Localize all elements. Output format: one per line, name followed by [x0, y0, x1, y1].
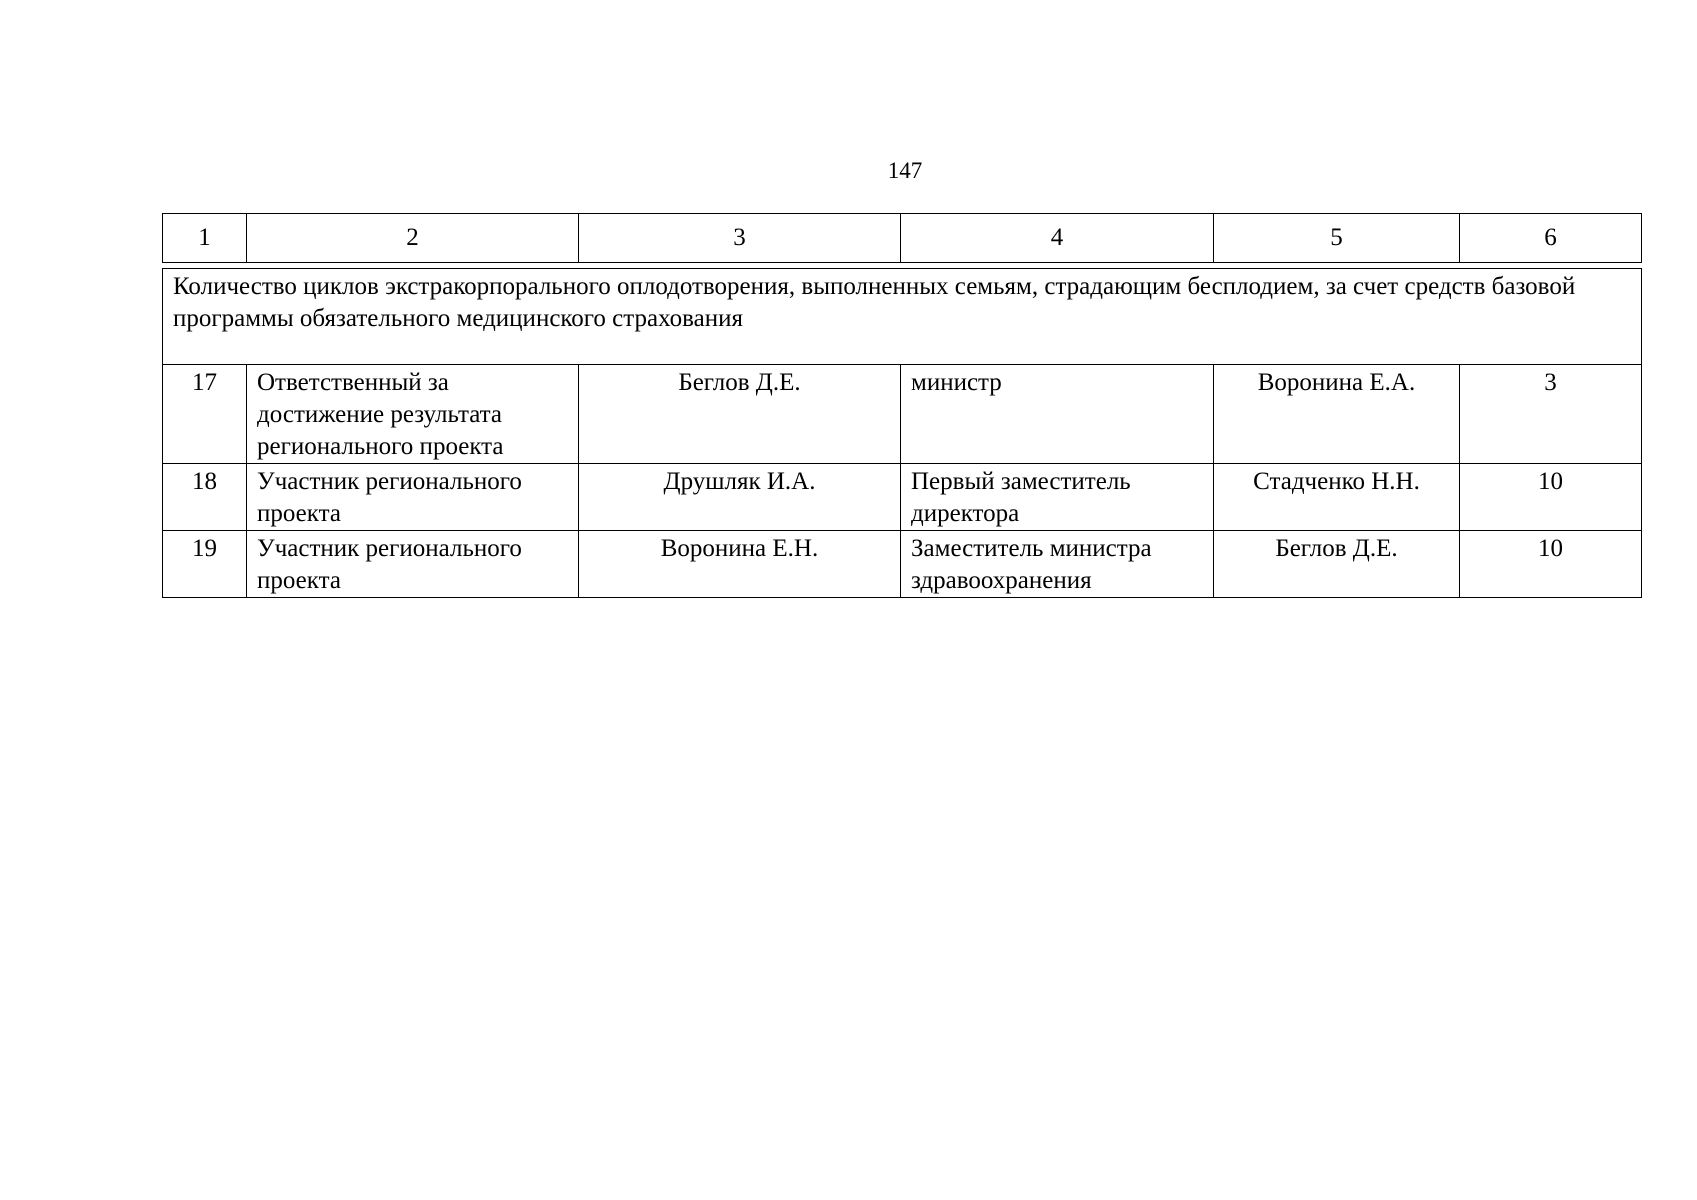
- value-cell: 10: [1460, 531, 1642, 598]
- position-cell: министр: [901, 365, 1214, 464]
- role-cell: Участник регионального проекта: [247, 531, 579, 598]
- supervisor-cell: Воронина Е.А.: [1214, 365, 1460, 464]
- table-row: [163, 531, 1642, 598]
- column-number-header: [162, 213, 1642, 263]
- column-number-6: 6: [1460, 214, 1642, 263]
- position-cell: Первый заместитель директора: [901, 464, 1214, 531]
- column-number-3: 3: [579, 214, 901, 263]
- header-row: [163, 214, 1642, 263]
- role-cell: Ответственный за достижение результата регионального проекта: [247, 365, 579, 464]
- name-cell: Друшляк И.А.: [579, 464, 901, 531]
- row-number: 18: [163, 464, 247, 531]
- name-cell: Воронина Е.Н.: [579, 531, 901, 598]
- column-number-4: 4: [901, 214, 1214, 263]
- table-row: [163, 464, 1642, 531]
- value-cell: 10: [1460, 464, 1642, 531]
- section-row: [163, 269, 1642, 365]
- position-cell: Заместитель министра здравоохранения: [901, 531, 1214, 598]
- supervisor-cell: Стадченко Н.Н.: [1214, 464, 1460, 531]
- page-number: 147: [887, 158, 923, 183]
- column-number-5: 5: [1214, 214, 1460, 263]
- column-number-1: 1: [163, 214, 247, 263]
- role-cell: Участник регионального проекта: [247, 464, 579, 531]
- participants-table: [162, 268, 1642, 598]
- section-title: Количество циклов экстракорпорального оплодотворения, выполненных семьям, страдающим бесплодием, за счет средств базовой программы обязательного медицинского страхования: [163, 269, 1642, 365]
- table-row: [163, 365, 1642, 464]
- name-cell: Беглов Д.Е.: [579, 365, 901, 464]
- row-number: 19: [163, 531, 247, 598]
- column-number-2: 2: [247, 214, 579, 263]
- supervisor-cell: Беглов Д.Е.: [1214, 531, 1460, 598]
- value-cell: 3: [1460, 365, 1642, 464]
- row-number: 17: [163, 365, 247, 464]
